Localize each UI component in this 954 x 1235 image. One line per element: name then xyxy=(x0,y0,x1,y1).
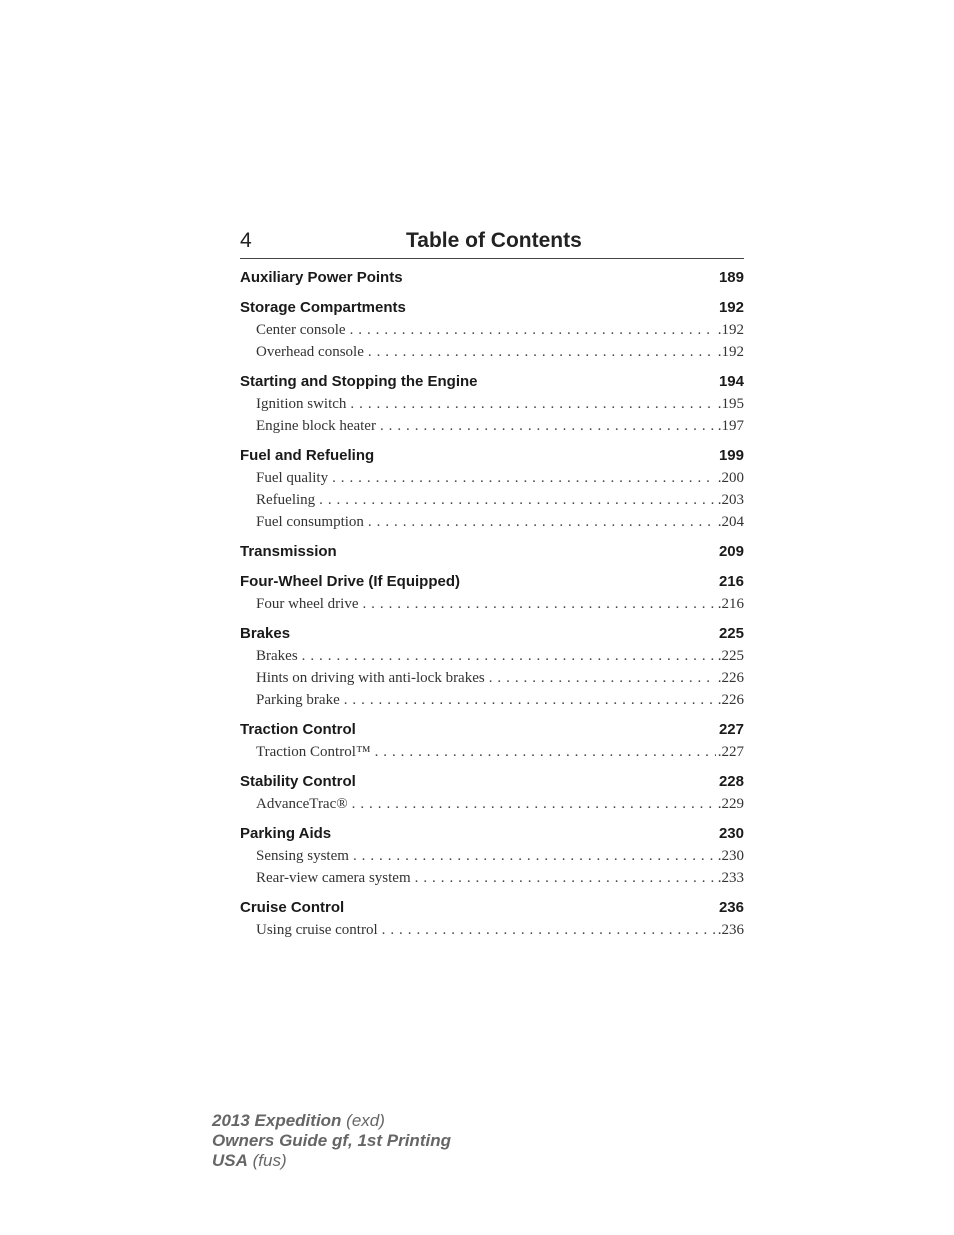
toc-section-link[interactable] xyxy=(240,897,744,919)
toc-entry-link[interactable] xyxy=(240,793,744,815)
toc-section xyxy=(240,297,744,363)
section-page: 230 xyxy=(718,825,744,842)
toc-section xyxy=(240,823,744,889)
entry-page: .236 xyxy=(717,922,744,938)
toc-entry-link[interactable] xyxy=(240,489,744,511)
entry-label: Rear-view camera system xyxy=(256,870,411,886)
dot-leader xyxy=(352,793,716,815)
section-page: 216 xyxy=(718,573,744,590)
toc-entry-link[interactable] xyxy=(240,689,744,711)
entry-page: .200 xyxy=(717,470,744,486)
section-title: Four-Wheel Drive (If Equipped) xyxy=(240,573,460,590)
entry-page: .192 xyxy=(717,344,744,360)
toc-section-link[interactable] xyxy=(240,297,744,319)
dot-leader xyxy=(489,667,716,689)
entry-label: Engine block heater xyxy=(256,418,376,434)
entry-label: Sensing system xyxy=(256,848,349,864)
entry-page: .204 xyxy=(717,514,744,530)
section-page: 236 xyxy=(718,899,744,916)
dot-leader xyxy=(380,415,716,437)
toc-list xyxy=(240,267,744,941)
toc-section-link[interactable] xyxy=(240,571,744,593)
toc-section xyxy=(240,445,744,533)
dot-leader xyxy=(362,593,715,615)
entry-label: Using cruise control xyxy=(256,922,378,938)
section-title: Auxiliary Power Points xyxy=(240,269,403,286)
dot-leader xyxy=(375,741,716,763)
toc-section-link[interactable] xyxy=(240,267,744,289)
dot-leader xyxy=(415,867,716,889)
section-page: 189 xyxy=(718,269,744,286)
dot-leader xyxy=(368,341,716,363)
page-title: Table of Contents xyxy=(406,229,582,252)
toc-section xyxy=(240,267,744,289)
entry-page: .203 xyxy=(717,492,744,508)
entry-page: .230 xyxy=(717,848,744,864)
footer-line-1: 2013 Expedition (exd) xyxy=(212,1111,385,1130)
toc-section xyxy=(240,897,744,941)
dot-leader xyxy=(350,319,716,341)
entry-label: Ignition switch xyxy=(256,396,347,412)
page-number: 4 xyxy=(240,229,252,252)
section-title: Parking Aids xyxy=(240,825,332,842)
toc-section-link[interactable] xyxy=(240,719,744,741)
toc-entry-link[interactable] xyxy=(240,919,744,941)
toc-entry-link[interactable] xyxy=(240,415,744,437)
section-page: 228 xyxy=(718,773,744,790)
section-page: 227 xyxy=(718,721,744,738)
toc-section-link[interactable] xyxy=(240,771,744,793)
dot-leader xyxy=(319,489,716,511)
dot-leader xyxy=(344,689,716,711)
entry-page: .192 xyxy=(717,322,744,338)
entry-label: AdvanceTrac® xyxy=(256,796,348,812)
section-title: Storage Compartments xyxy=(240,299,406,316)
entry-label: Brakes xyxy=(256,648,298,664)
section-page: 209 xyxy=(718,543,744,560)
toc-section-link[interactable] xyxy=(240,541,744,563)
toc-section xyxy=(240,719,744,763)
section-page: 199 xyxy=(718,447,744,464)
dot-leader xyxy=(332,467,716,489)
toc-section xyxy=(240,623,744,711)
toc-entry-link[interactable] xyxy=(240,867,744,889)
section-page: 225 xyxy=(718,625,744,642)
toc-entry-link[interactable] xyxy=(240,667,744,689)
entry-label: Center console xyxy=(256,322,346,338)
entry-page: .225 xyxy=(717,648,744,664)
dot-leader xyxy=(368,511,716,533)
toc-entry-link[interactable] xyxy=(240,645,744,667)
toc-section xyxy=(240,541,744,563)
toc-entry-link[interactable] xyxy=(240,593,744,615)
toc-section-link[interactable] xyxy=(240,445,744,467)
page-header xyxy=(240,228,744,259)
dot-leader xyxy=(350,393,715,415)
entry-label: Fuel quality xyxy=(256,470,329,486)
section-page: 194 xyxy=(718,373,744,390)
dot-leader xyxy=(382,919,716,941)
toc-entry-link[interactable] xyxy=(240,467,744,489)
section-title: Traction Control xyxy=(240,721,356,738)
entry-label: Overhead console xyxy=(256,344,364,360)
entry-page: .216 xyxy=(717,596,744,612)
section-page: 192 xyxy=(718,299,744,316)
section-title: Stability Control xyxy=(240,773,356,790)
entry-page: .227 xyxy=(717,744,744,760)
entry-label: Refueling xyxy=(256,492,316,508)
entry-page: .226 xyxy=(717,692,744,708)
toc-page xyxy=(240,228,744,949)
footer-line-2: Owners Guide gf, 1st Printing xyxy=(212,1131,451,1150)
toc-entry-link[interactable] xyxy=(240,319,744,341)
entry-page: .195 xyxy=(717,396,744,412)
toc-section xyxy=(240,771,744,815)
section-title: Fuel and Refueling xyxy=(240,447,375,464)
dot-leader xyxy=(353,845,716,867)
entry-page: .229 xyxy=(717,796,744,812)
entry-label: Traction Control™ xyxy=(256,744,371,760)
toc-section xyxy=(240,571,744,615)
section-title: Transmission xyxy=(240,543,337,560)
entry-page: .226 xyxy=(717,670,744,686)
footer-line-3: USA (fus) xyxy=(212,1151,287,1170)
section-title: Starting and Stopping the Engine xyxy=(240,373,478,390)
toc-entry-link[interactable] xyxy=(240,393,744,415)
entry-label: Four wheel drive xyxy=(256,596,359,612)
section-title: Cruise Control xyxy=(240,899,345,916)
toc-entry-link[interactable] xyxy=(240,845,744,867)
page-footer xyxy=(212,1111,451,1171)
section-title: Brakes xyxy=(240,625,291,642)
toc-section-link[interactable] xyxy=(240,623,744,645)
toc-section-link[interactable] xyxy=(240,371,744,393)
entry-label: Hints on driving with anti-lock brakes xyxy=(256,670,485,686)
toc-entry-link[interactable] xyxy=(240,341,744,363)
entry-label: Parking brake xyxy=(256,692,340,708)
entry-page: .233 xyxy=(717,870,744,886)
toc-entry-link[interactable] xyxy=(240,741,744,763)
dot-leader xyxy=(302,645,716,667)
entry-label: Fuel consumption xyxy=(256,514,364,530)
entry-page: .197 xyxy=(717,418,744,434)
toc-entry-link[interactable] xyxy=(240,511,744,533)
toc-section xyxy=(240,371,744,437)
toc-section-link[interactable] xyxy=(240,823,744,845)
